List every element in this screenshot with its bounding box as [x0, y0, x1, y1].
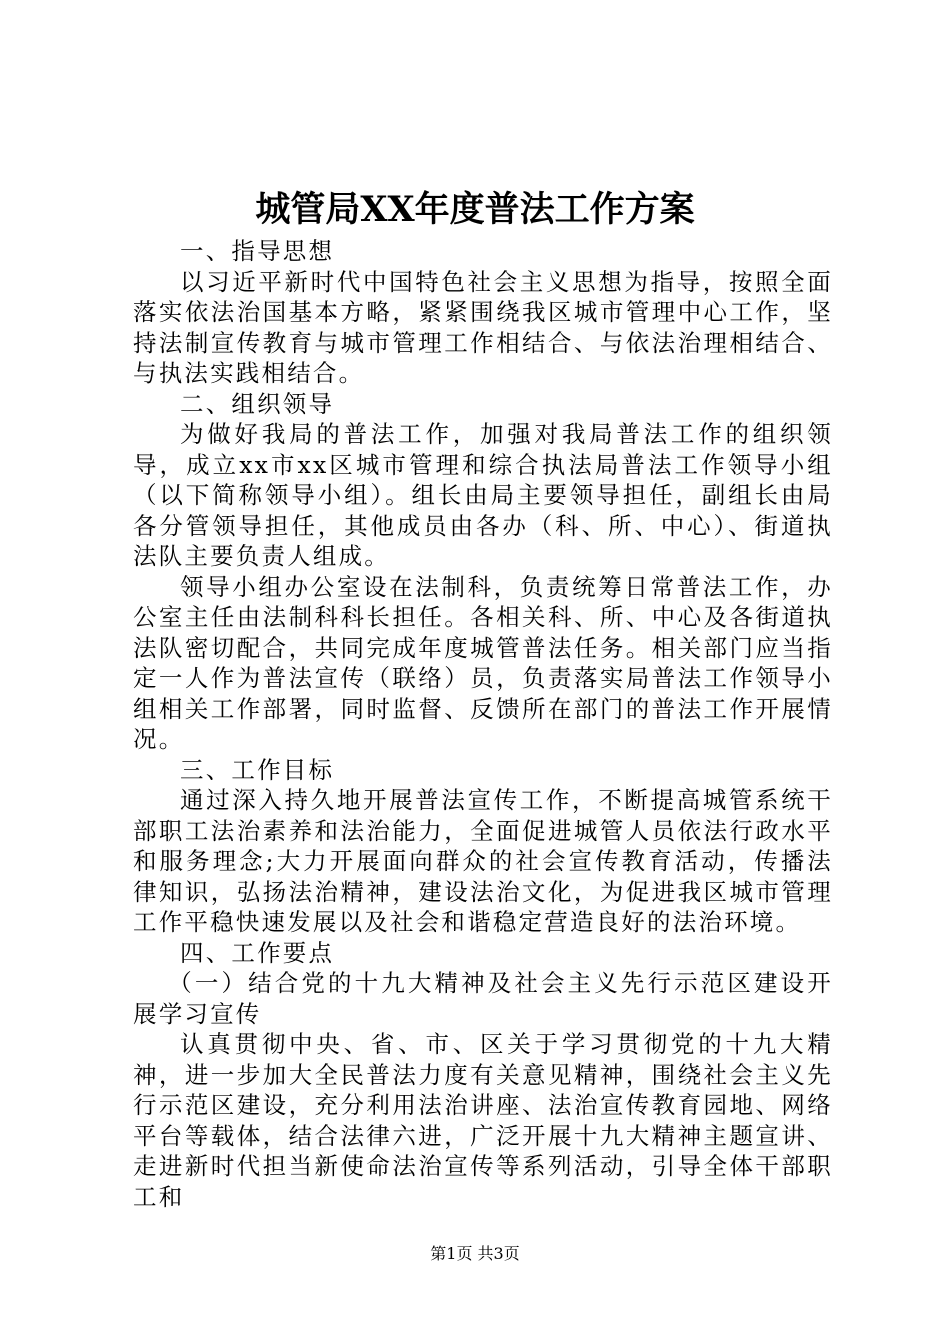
paragraph-organization-office: 领导小组办公室设在法制科，负责统筹日常普法工作，办公室主任由法制科科长担任。各相关科、所、中心及各街道执法队密切配合，共同完成年度城管普法任务。相关部门应当指定一人作为普法宣传（联络）员，负责落实局普法工作领导小组相关工作部署，同时监督、反馈所在部门的普法工作开展情况。	[133, 572, 833, 753]
paragraph-work-goals: 通过深入持久地开展普法宣传工作，不断提高城管系统干部职工法治素养和法治能力，全面促进城管人员依法行政水平和服务理念;大力开展面向群众的社会宣传教育活动，传播法律知识，弘扬法治精神，建设法治文化，为促进我区城市管理工作平稳快速发展以及社会和谐稳定营造良好的法治环境。	[133, 786, 833, 936]
paragraph-guiding-ideology: 以习近平新时代中国特色社会主义思想为指导，按照全面落实依法治国基本方略，紧紧围绕我区城市管理中心工作，坚持法制宣传教育与城市管理工作相结合、与依法治理相结合、与执法实践相结合。	[133, 267, 833, 387]
section-heading-work-goals: 三、工作目标	[180, 755, 335, 784]
subsection-heading-1: （一）结合党的十九大精神及社会主义先行示范区建设开展学习宣传	[133, 969, 833, 1028]
document-title: 城管局XX年度普法工作方案	[255, 189, 695, 230]
document-body	[133, 236, 833, 1212]
section-heading-organization: 二、组织领导	[180, 389, 335, 418]
paragraph-work-points-1: 认真贯彻中央、省、市、区关于学习贯彻党的十九大精神，进一步加大全民普法力度有关意见精神，围绕社会主义先行示范区建设，充分利用法治讲座、法治宣传教育园地、网络平台等载体，结合法律六进，广泛开展十九大精神主题宣讲、走进新时代担当新使命法治宣传等系列活动，引导全体干部职工和	[133, 1030, 833, 1211]
page-footer: 第1页 共3页	[430, 1244, 520, 1263]
section-heading-work-points: 四、工作要点	[180, 938, 335, 967]
paragraph-organization-leading-group: 为做好我局的普法工作，加强对我局普法工作的组织领导，成立xx市xx区城市管理和综合执法局普法工作领导小组（以下简称领导小组）。组长由局主要领导担任，副组长由局各分管领导担任，其他成员由各办（科、所、中心）、街道执法队主要负责人组成。	[133, 420, 833, 570]
section-heading-guiding-ideology: 一、指导思想	[180, 237, 335, 265]
